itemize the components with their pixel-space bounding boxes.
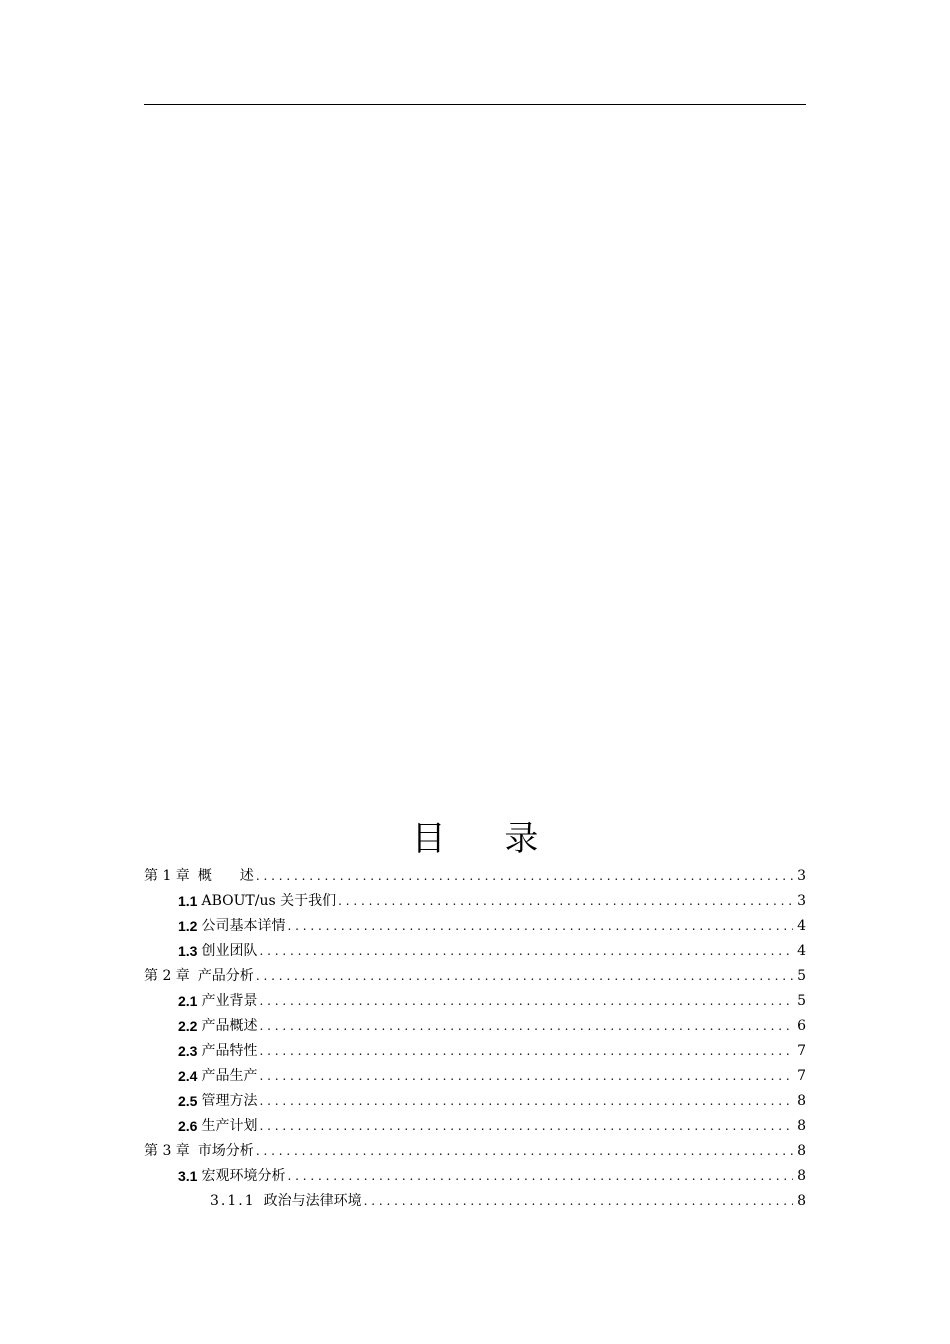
toc-entry-page-number: 4	[797, 943, 806, 959]
toc-entry-number: 1.3	[178, 943, 198, 959]
toc-entry-number: 1.2	[178, 918, 198, 934]
toc-dot-leader	[256, 964, 793, 989]
toc-entry[interactable]	[144, 1164, 806, 1189]
toc-entry-title: 产业背景	[201, 993, 258, 1009]
toc-entry-title: 生产计划	[201, 1118, 258, 1134]
toc-entry-title: 管理方法	[201, 1093, 258, 1109]
toc-dot-leader	[287, 1164, 793, 1189]
toc-entry-page-number: 8	[797, 1143, 806, 1159]
toc-dot-leader	[287, 914, 793, 939]
toc-entry-number: 3.1.1	[210, 1193, 256, 1209]
toc-title: 目 录	[411, 819, 563, 859]
toc-entry[interactable]	[144, 864, 806, 889]
toc-entry-title: 产品特性	[201, 1043, 258, 1059]
toc-dot-leader	[364, 1189, 793, 1214]
toc-entry[interactable]	[144, 1039, 806, 1064]
toc-entry-page-number: 8	[797, 1118, 806, 1134]
toc-dot-leader	[259, 1064, 793, 1089]
toc-entry[interactable]	[144, 1114, 806, 1139]
toc-entry-page-number: 3	[797, 893, 806, 909]
toc-entry-number: 1.1	[178, 893, 198, 909]
toc-entry-title: 产品概述	[201, 1018, 258, 1034]
toc-dot-leader	[256, 864, 793, 889]
toc-entry[interactable]	[144, 1064, 806, 1089]
toc-entry-title: 产品分析	[197, 968, 254, 984]
toc-entry-number: 第 2 章	[144, 968, 190, 984]
toc-entry-page-number: 8	[797, 1168, 806, 1184]
toc-entry-number: 2.2	[178, 1018, 198, 1034]
toc-entry[interactable]	[144, 889, 806, 914]
toc-entry-title: 政治与法律环境	[263, 1193, 362, 1209]
toc-entry-page-number: 6	[797, 1018, 806, 1034]
toc-entry-page-number: 8	[797, 1093, 806, 1109]
toc-dot-leader	[256, 1139, 793, 1164]
toc-entry[interactable]	[144, 939, 806, 964]
toc-entry-page-number: 5	[797, 968, 806, 984]
toc-entry-page-number: 4	[797, 918, 806, 934]
toc-entry-page-number: 3	[797, 868, 806, 884]
toc-entry-number: 3.1	[178, 1168, 198, 1184]
toc-dot-leader	[338, 889, 793, 914]
toc-entry-title: 概 述	[197, 868, 254, 884]
toc-dot-leader	[259, 1014, 793, 1039]
toc-entry[interactable]	[144, 964, 806, 989]
table-of-contents	[144, 864, 806, 1214]
toc-entry[interactable]	[144, 1139, 806, 1164]
toc-entry[interactable]	[144, 1014, 806, 1039]
toc-entry-number: 2.1	[178, 993, 198, 1009]
toc-entry[interactable]	[144, 989, 806, 1014]
toc-entry-number: 2.4	[178, 1068, 198, 1084]
toc-entry-page-number: 5	[797, 993, 806, 1009]
toc-entry[interactable]	[144, 1089, 806, 1114]
toc-entry-title: 宏观环境分析	[201, 1168, 286, 1184]
toc-dot-leader	[259, 1089, 793, 1114]
toc-entry-number: 第 1 章	[144, 868, 190, 884]
toc-entry-number: 2.3	[178, 1043, 198, 1059]
toc-entry-page-number: 7	[797, 1068, 806, 1084]
toc-entry-title: 市场分析	[197, 1143, 254, 1159]
toc-entry-page-number: 7	[797, 1043, 806, 1059]
header-rule	[144, 104, 806, 105]
toc-entry-title: 产品生产	[201, 1068, 258, 1084]
toc-entry-title: 公司基本详情	[201, 918, 286, 934]
toc-entry-number: 第 3 章	[144, 1143, 190, 1159]
toc-entry-number: 2.5	[178, 1093, 198, 1109]
toc-entry[interactable]	[144, 1189, 806, 1214]
toc-entry-title: 创业团队	[201, 943, 258, 959]
toc-entry-number: 2.6	[178, 1118, 198, 1134]
toc-dot-leader	[259, 1039, 793, 1064]
toc-dot-leader	[259, 1114, 793, 1139]
toc-dot-leader	[259, 989, 793, 1014]
toc-dot-leader	[259, 939, 793, 964]
toc-entry-title: ABOUT/us 关于我们	[201, 893, 337, 909]
toc-entry[interactable]	[144, 914, 806, 939]
toc-entry-page-number: 8	[797, 1193, 806, 1209]
